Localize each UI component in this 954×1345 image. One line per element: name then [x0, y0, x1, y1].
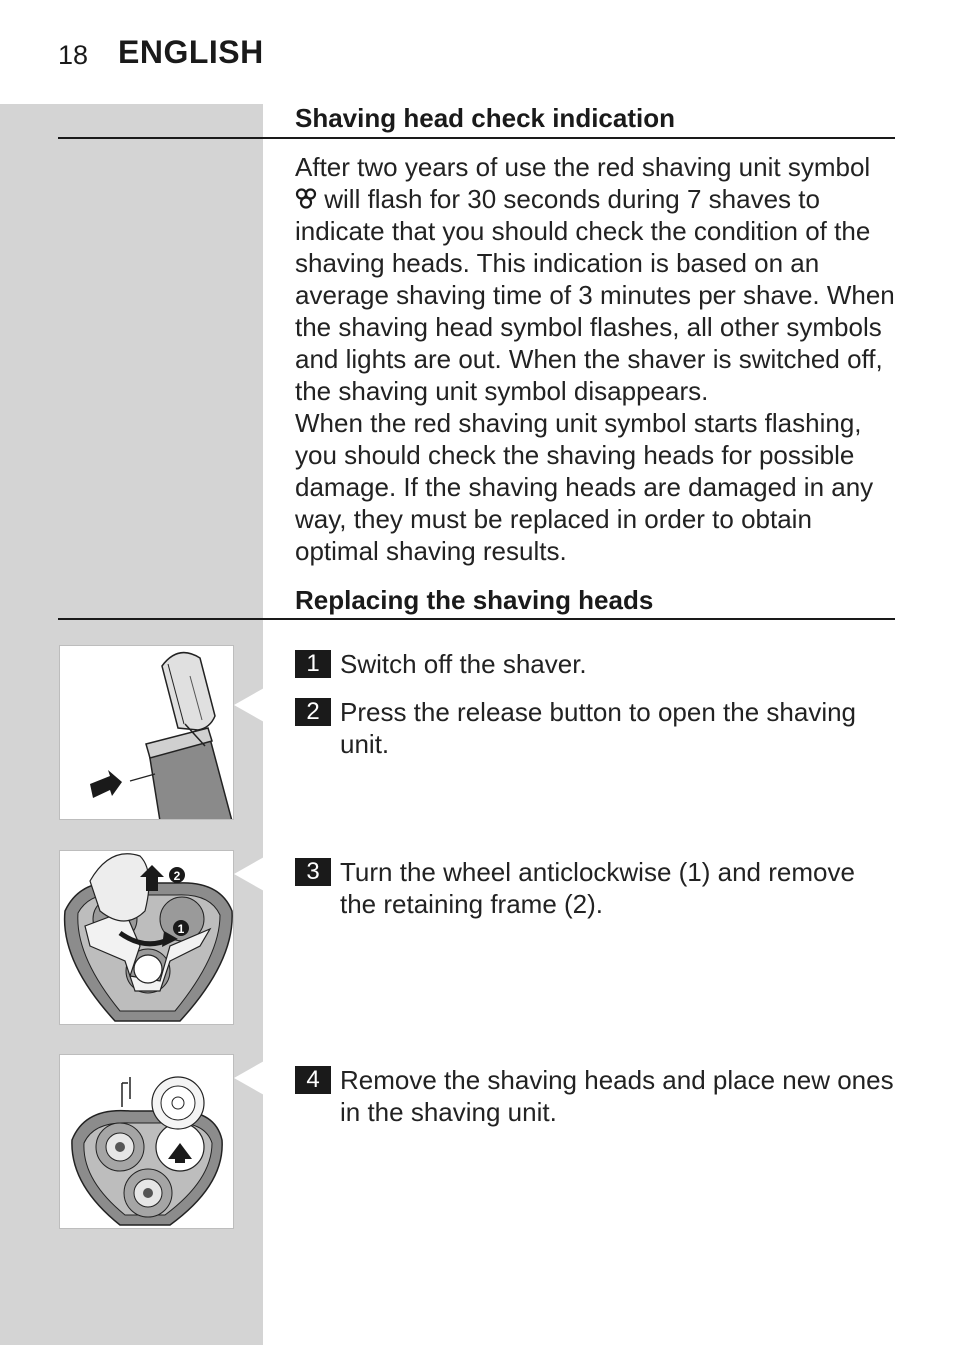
pointer-icon — [234, 688, 264, 722]
paragraph-text: After two years of use the red shaving unit symbol — [295, 152, 871, 182]
page-number: 18 — [58, 40, 89, 70]
illustration-remove-frame — [59, 850, 234, 1025]
step-item — [295, 696, 895, 760]
section-rule — [58, 618, 895, 620]
step-item — [295, 1064, 895, 1128]
step-text: Press the release button to open the shaving unit. — [340, 697, 857, 759]
illustration-replace-heads — [59, 1054, 234, 1229]
shaving-unit-symbol-icon — [295, 188, 317, 210]
paragraph: When the red shaving unit symbol starts flashing, you should check the shaving heads for possible damage. If the shaving heads are damaged in any way, they must be replaced in order to obtain optimal shaving results. — [295, 408, 874, 566]
step-text: Remove the shaving heads and place new ones in the shaving unit. — [340, 1065, 894, 1127]
pointer-icon — [234, 857, 264, 891]
paragraph-text: will flash for 30 seconds during 7 shaves to indicate that you should check the condition of the shaving heads. This indication is based on an average shaving time of 3 minutes per shave. When the shaving head symbol flashes, all other symbols and lights are out. When the shaver is switched off, the shaving unit symbol disappears. — [295, 184, 895, 406]
step-number: 1 — [295, 650, 331, 678]
section-rule — [58, 137, 895, 139]
check-description — [295, 151, 899, 567]
step-item — [295, 856, 895, 920]
paragraph — [295, 151, 899, 407]
step-number: 2 — [295, 698, 331, 726]
step-text: Switch off the shaver. — [340, 649, 587, 679]
pointer-icon — [234, 1061, 264, 1095]
illustration-open-shaving-unit — [59, 645, 234, 820]
section-title-check: Shaving head check indication — [295, 103, 675, 133]
step-number: 3 — [295, 858, 331, 886]
section-title-replace: Replacing the shaving heads — [295, 585, 654, 615]
language-heading: ENGLISH — [118, 34, 264, 70]
callout-1: 1 — [177, 922, 185, 936]
step-item — [295, 648, 895, 680]
step-text: Turn the wheel anticlockwise (1) and remove the retaining frame (2). — [340, 857, 855, 919]
callout-2: 2 — [173, 869, 181, 883]
step-number: 4 — [295, 1066, 331, 1094]
